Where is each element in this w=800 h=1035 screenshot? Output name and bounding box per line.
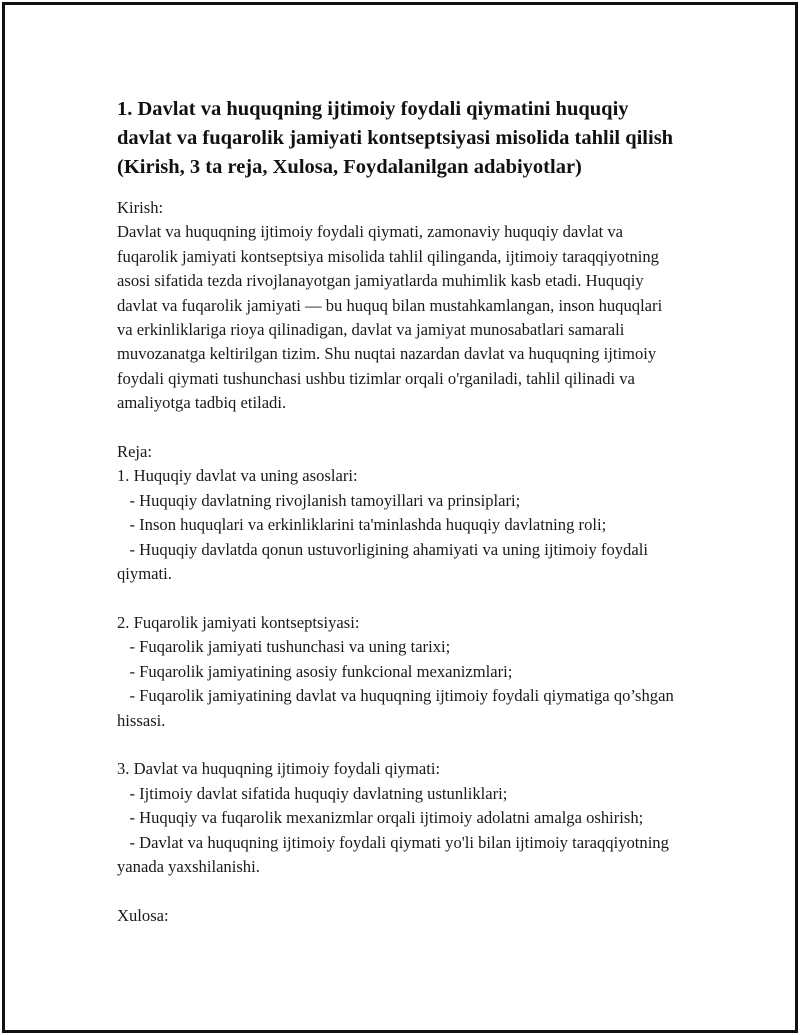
- plan-item: - Fuqarolik jamiyatining asosiy funkcional mexanizmlari;: [117, 661, 513, 681]
- plan-section-3: [117, 757, 677, 879]
- plan-item: - Huquqiy va fuqarolik mexanizmlar orqali ijtimoiy adolatni amalga oshirish;: [117, 808, 644, 828]
- document-body: [117, 95, 677, 928]
- plan-item: - Huquqiy davlatning rivojlanish tamoyillari va prinsiplari;: [117, 490, 521, 510]
- plan-item: - Davlat va huquqning ijtimoiy foydali qiymati yo'li bilan ijtimoiy taraqqiyotning yanada yaxshilanishi.: [117, 832, 674, 876]
- plan-section-1: [117, 464, 677, 586]
- plan-section-2: [117, 611, 677, 733]
- spacer: [117, 879, 677, 903]
- intro-heading: Kirish:: [117, 198, 164, 217]
- intro-text: Davlat va huquqning ijtimoiy foydali qiymati, zamonaviy huquqiy davlat va fuqarolik jamiyati kontseptsiya misolida tahlil qilinganda, ijtimoiy taraqqiyotning asosi sifatida tezda rivojlanayotgan jamiyatlarda muhimlik kasb etadi. Huquqiy davlat va fuqarolik jamiyati — bu huquq bilan mustahkamlangan, inson huquqlari va erkinliklariga rioya qilinadigan, davlat va jamiyat munosabatlari samarali muvozanatga keltirilgan tizim. Shu nuqtai nazardan davlat va huquqning ijtimoiy foydali qiymati tushunchasi ushbu tizimlar orqali o'rganiladi, tahlil qilinadi va amaliyotga tadbiq etiladi.: [117, 222, 667, 413]
- plan-item: - Fuqarolik jamiyati tushunchasi va uning tarixi;: [117, 637, 451, 657]
- plan-section-heading: 3. Davlat va huquqning ijtimoiy foydali qiymati:: [117, 759, 441, 779]
- plan-item: - Inson huquqlari va erkinliklarini ta'minlashda huquqiy davlatning roli;: [117, 515, 607, 535]
- spacer: [117, 733, 677, 757]
- plan-section-heading: 2. Fuqarolik jamiyati kontseptsiyasi:: [117, 612, 360, 632]
- spacer: [117, 416, 677, 440]
- document-title: 1. Davlat va huquqning ijtimoiy foydali qiymatini huquqiy davlat va fuqarolik jamiyati kontseptsiyasi misolida tahlil qilish (Kirish, 3 ta reja, Xulosa, Foydalanilgan adabiyotlar): [117, 98, 674, 178]
- plan-heading: Reja:: [117, 442, 153, 462]
- plan-section-heading: 1. Huquqiy davlat va uning asoslari:: [117, 466, 358, 486]
- plan-item: - Huquqiy davlatda qonun ustuvorligining ahamiyati va uning ijtimoiy foydali qiymati.: [117, 539, 653, 584]
- plan-item: - Fuqarolik jamiyatining davlat va huquqning ijtimoiy foydali qiymatiga qo’shgan hissasi.: [117, 686, 678, 730]
- spacer: [117, 586, 677, 610]
- conclusion-heading: Xulosa:: [117, 905, 169, 925]
- plan-item: - Ijtimoiy davlat sifatida huquqiy davlatning ustunliklari;: [117, 783, 508, 803]
